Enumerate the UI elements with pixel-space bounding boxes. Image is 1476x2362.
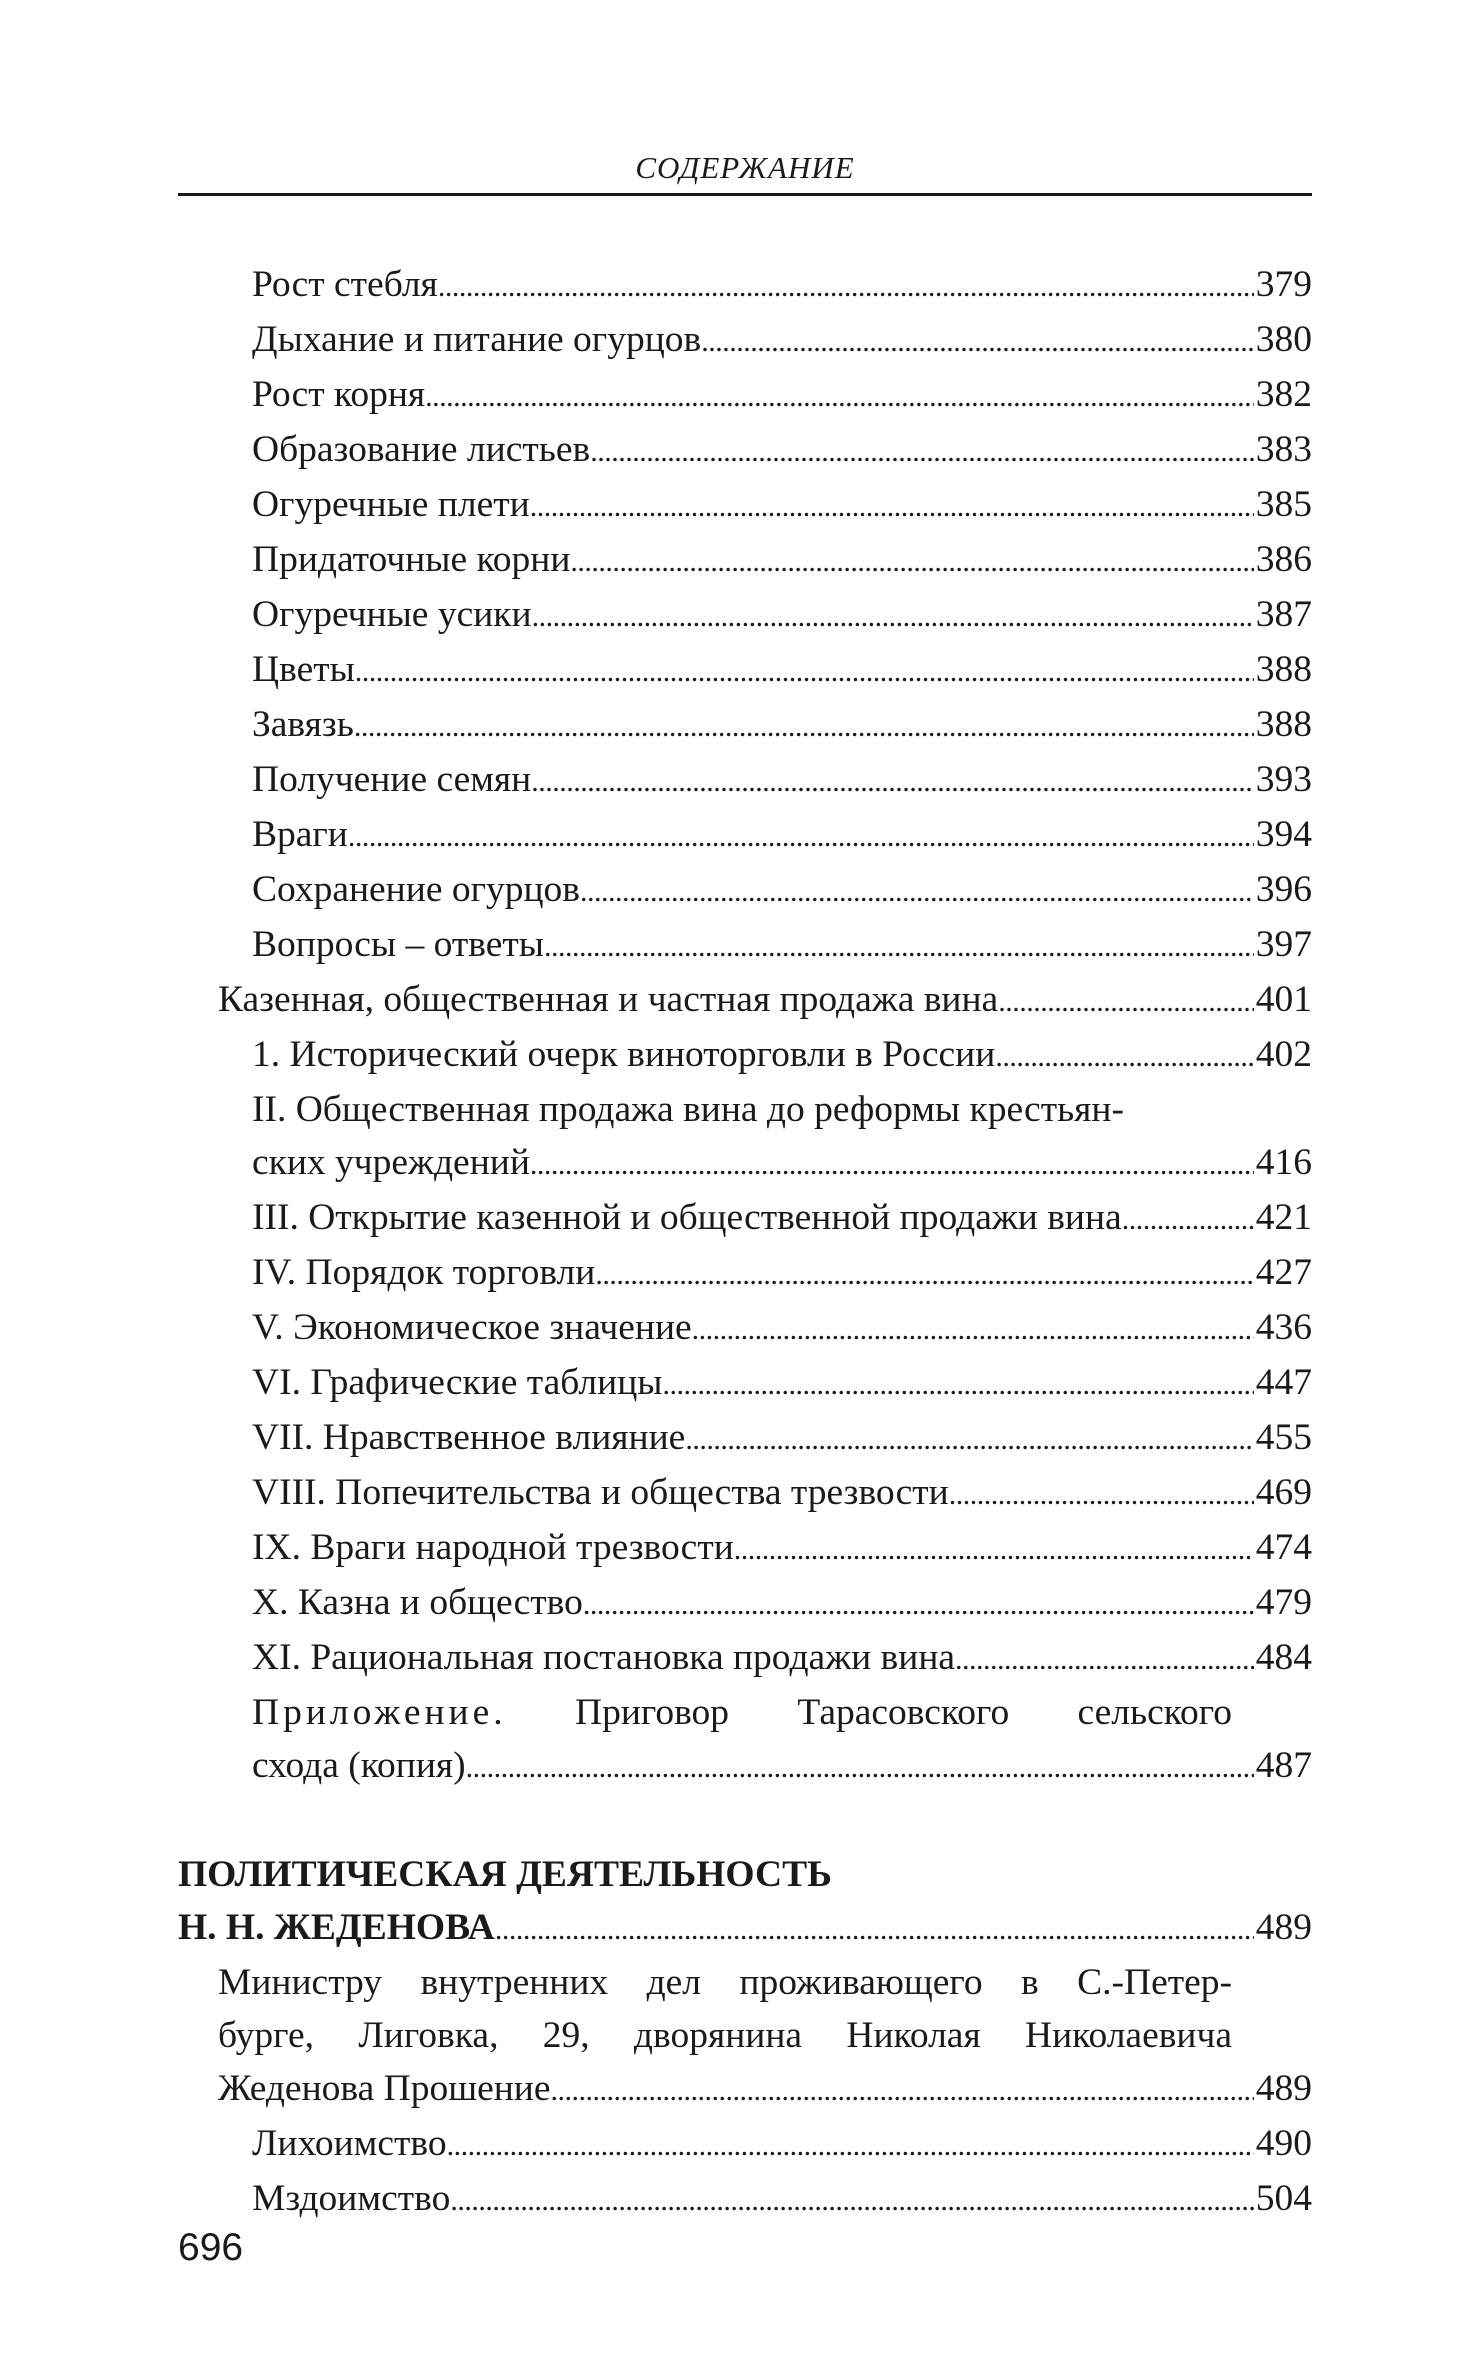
dot-leader (532, 588, 1254, 643)
toc-entry[interactable] (178, 1411, 1312, 1466)
dot-leader (955, 1631, 1254, 1686)
toc-entry-title: Мздоимство (252, 2178, 451, 2219)
toc-entry[interactable] (178, 2117, 1312, 2172)
toc-entry[interactable] (178, 588, 1312, 643)
dot-leader (544, 918, 1254, 973)
running-head: СОДЕРЖАНИЕ (635, 150, 855, 185)
toc-entry-title: III. Открытие казенной и общественной продажи вина (252, 1197, 1122, 1238)
toc-entry[interactable] (178, 2172, 1312, 2227)
toc-entry[interactable] (178, 313, 1312, 368)
toc-entry[interactable] (178, 1631, 1312, 1686)
toc-section-entry[interactable] (178, 973, 1312, 1028)
toc-entry-title-line (252, 1686, 1312, 1739)
toc-entry[interactable] (178, 1246, 1312, 1301)
toc-entry-title: Огуречные усики (252, 594, 532, 635)
dot-leader (1122, 1191, 1254, 1246)
toc-entry-page: 388 (1255, 704, 1312, 745)
toc-entry-page: 397 (1255, 924, 1312, 965)
toc-entry-page: 382 (1255, 374, 1312, 415)
toc-entry-multiline[interactable] (178, 1083, 1312, 1191)
toc-entry-title: Враги (252, 814, 348, 855)
dot-leader (466, 1739, 1254, 1794)
toc-entry-title: Вопросы – ответы (252, 924, 544, 965)
part-heading-line: Н. Н. ЖЕДЕНОВА (178, 1907, 495, 1948)
toc-entry-title-line: II. Общественная продажа вина до реформы крестьян- (252, 1089, 1124, 1130)
toc-entry-title: Завязь (252, 704, 354, 745)
toc-entry[interactable] (178, 1356, 1312, 1411)
toc-entry[interactable] (178, 753, 1312, 808)
toc-entry-page: 379 (1255, 264, 1312, 305)
dot-leader (495, 1901, 1254, 1956)
dot-leader (425, 368, 1254, 423)
dot-leader (734, 1521, 1254, 1576)
dot-leader (531, 753, 1253, 808)
dot-leader (685, 1411, 1253, 1466)
toc-entry-title-line: схода (копия) (252, 1745, 466, 1786)
appendix-title: Приговор Тарасовского сельского (575, 1692, 1232, 1733)
dot-leader (348, 808, 1254, 863)
toc-entry-title: Казенная, общественная и частная продажа вина (218, 979, 999, 1020)
toc-entry-page: 427 (1255, 1252, 1312, 1293)
dot-leader (701, 313, 1254, 368)
toc-entry-title: Дыхание и питание огурцов (252, 319, 702, 360)
dot-leader (354, 698, 1254, 753)
toc-entry[interactable] (178, 368, 1312, 423)
toc-entry-title: IV. Порядок торговли (252, 1252, 596, 1293)
dot-leader (580, 863, 1254, 918)
toc-entry-page: 394 (1255, 814, 1312, 855)
toc-entry-page: 484 (1255, 1637, 1312, 1678)
header-rule (178, 193, 1312, 196)
toc-entry-page: 388 (1255, 649, 1312, 690)
toc-entry-title: Получение семян (252, 759, 532, 800)
toc-entry-title: Лихоимство (252, 2123, 447, 2164)
toc-entry[interactable] (178, 643, 1312, 698)
toc-entry-title: IX. Враги народной трезвости (252, 1527, 734, 1568)
toc-entry-page: 396 (1255, 869, 1312, 910)
toc-entry-page: 487 (1255, 1745, 1312, 1786)
dot-leader (583, 1576, 1254, 1631)
toc-entry-page: 385 (1255, 484, 1312, 525)
section-gap (178, 1794, 1312, 1848)
toc-entry-page: 393 (1255, 759, 1312, 800)
dot-leader (995, 1028, 1253, 1083)
toc-entry-page: 402 (1255, 1034, 1312, 1075)
toc-entry-title: VIII. Попечительства и общества трезвости (252, 1472, 949, 1513)
toc-entry-title: V. Экономическое значение (252, 1307, 692, 1348)
toc-entry[interactable] (178, 1521, 1312, 1576)
toc-entry-title: Рост стебля (252, 264, 438, 305)
appendix-label: Приложение. (252, 1692, 507, 1733)
toc-entry[interactable] (178, 1466, 1312, 1521)
toc-entry-page: 436 (1255, 1307, 1312, 1348)
toc-appendix-entry[interactable] (178, 1686, 1312, 1794)
toc-entry-page: 479 (1255, 1582, 1312, 1623)
toc-entry[interactable] (178, 533, 1312, 588)
toc-entry[interactable] (178, 1191, 1312, 1246)
dot-leader (662, 1356, 1253, 1411)
dot-leader (530, 478, 1254, 533)
toc-part-entry[interactable] (178, 1848, 1312, 1956)
table-of-contents (178, 258, 1312, 2227)
toc-entry[interactable] (178, 918, 1312, 973)
toc-entry-page: 469 (1255, 1472, 1312, 1513)
dot-leader (438, 258, 1254, 313)
toc-entry-title: X. Казна и общество (252, 1582, 583, 1623)
toc-entry[interactable] (178, 478, 1312, 533)
toc-entry-page: 386 (1255, 539, 1312, 580)
toc-entry[interactable] (178, 698, 1312, 753)
toc-entry-page: 401 (1255, 979, 1312, 1020)
toc-entry-page: 489 (1255, 2068, 1312, 2109)
toc-entry-page: 447 (1255, 1362, 1312, 1403)
toc-entry-title-line: ских учреждений (252, 1142, 530, 1183)
toc-entry[interactable] (178, 423, 1312, 478)
dot-leader (355, 643, 1254, 698)
dot-leader (590, 423, 1254, 478)
toc-entry[interactable] (178, 808, 1312, 863)
toc-entry[interactable] (178, 258, 1312, 313)
toc-entry-page: 380 (1255, 319, 1312, 360)
page-number: 696 (178, 2226, 244, 2269)
toc-entry-title: VII. Нравственное влияние (252, 1417, 686, 1458)
dot-leader (551, 2062, 1254, 2117)
toc-entry-page: 489 (1255, 1907, 1312, 1948)
toc-entry-page: 474 (1255, 1527, 1312, 1568)
toc-entry-title-line: Министру внутренних дел проживающего в С.-Петер- (218, 1962, 1232, 2003)
toc-entry-page: 421 (1255, 1197, 1312, 1238)
toc-entry-page: 387 (1255, 594, 1312, 635)
toc-entry-title-line: Жеденова Прошение (218, 2068, 551, 2109)
toc-entry[interactable] (178, 1301, 1312, 1356)
dot-leader (692, 1301, 1254, 1356)
toc-entry-title: Цветы (252, 649, 355, 690)
toc-entry-title: Образование листьев (252, 429, 591, 470)
toc-entry-title-line: бурге, Лиговка, 29, дворянина Николая Николаевича (218, 2015, 1232, 2056)
toc-entry-title: XI. Рациональная постановка продажи вина (252, 1637, 956, 1678)
toc-petition-entry[interactable] (178, 1956, 1312, 2117)
dot-leader (949, 1466, 1254, 1521)
dot-leader (570, 533, 1253, 588)
dot-leader (450, 2172, 1253, 2227)
toc-entry-title: Придаточные корни (252, 539, 571, 580)
toc-entry-title: Огуречные плети (252, 484, 530, 525)
dot-leader (530, 1136, 1254, 1191)
toc-entry[interactable] (178, 1576, 1312, 1631)
toc-entry-page: 455 (1255, 1417, 1312, 1458)
toc-entry-page: 383 (1255, 429, 1312, 470)
dot-leader (595, 1246, 1253, 1301)
toc-entry-title: Сохранение огурцов (252, 869, 580, 910)
toc-entry[interactable] (178, 863, 1312, 918)
part-heading-line: ПОЛИТИЧЕСКАЯ ДЕЯТЕЛЬНОСТЬ (178, 1854, 832, 1895)
toc-entry-page: 504 (1255, 2178, 1312, 2219)
toc-entry-title: VI. Графические таблицы (252, 1362, 663, 1403)
toc-entry[interactable] (178, 1028, 1312, 1083)
toc-entry-title: 1. Исторический очерк виноторговли в России (252, 1034, 996, 1075)
dot-leader (447, 2117, 1254, 2172)
toc-entry-page: 416 (1255, 1142, 1312, 1183)
toc-entry-page: 490 (1255, 2123, 1312, 2164)
toc-entry-title: Рост корня (252, 374, 426, 415)
dot-leader (998, 973, 1254, 1028)
